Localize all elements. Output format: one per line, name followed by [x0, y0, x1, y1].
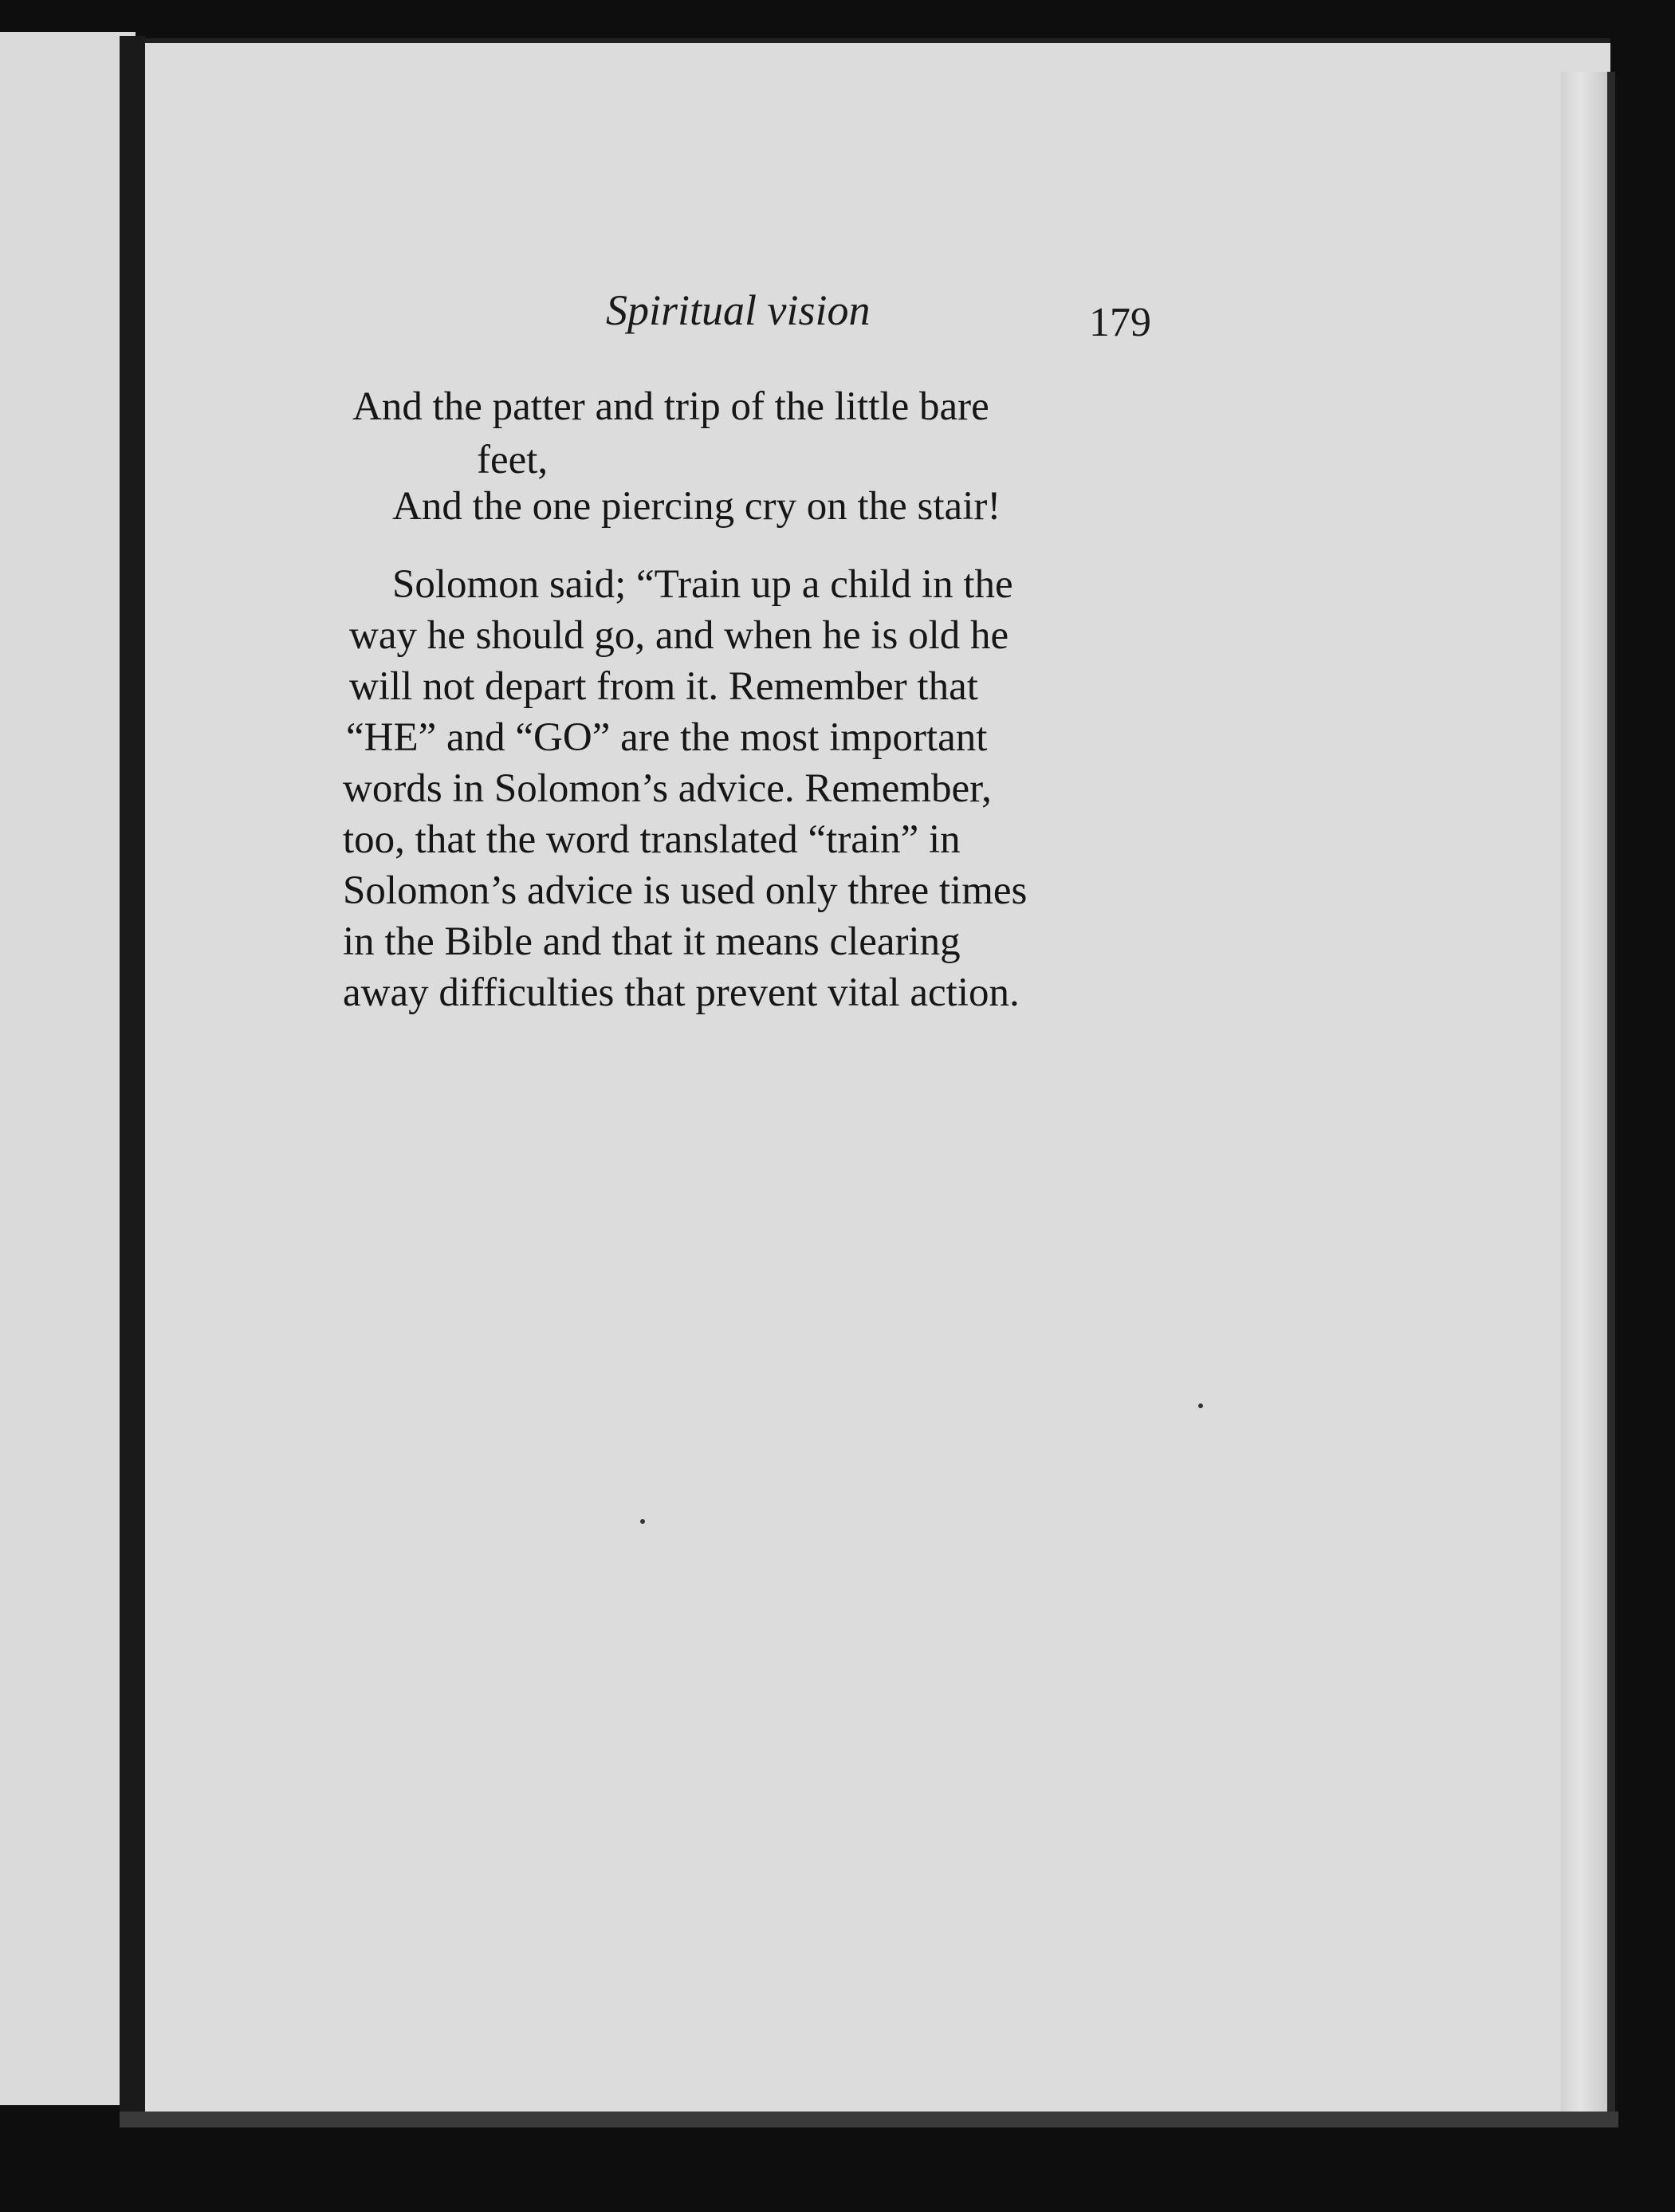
speck [640, 1519, 645, 1524]
paragraph-line: way he should go, and when he is old he [349, 613, 1009, 658]
bottom-cover-edge [120, 2112, 1618, 2127]
paragraph-line: away difficulties that prevent vital action. [343, 970, 1020, 1015]
verse-line: And the one piercing cry on the stair! [392, 484, 1001, 529]
book-page [145, 38, 1610, 2124]
speck [1198, 1403, 1203, 1408]
running-head-title: Spiritual vision [606, 286, 871, 334]
paragraph-line: words in Solomon’s advice. Remember, [343, 766, 992, 811]
page-stack-edge [1561, 72, 1609, 2117]
paragraph-line: Solomon said; “Train up a child in the [392, 562, 1013, 607]
paragraph-line: will not depart from it. Remember that [349, 664, 978, 709]
previous-page-edge [0, 32, 136, 2105]
paragraph-line: in the Bible and that it means clearing [343, 919, 961, 964]
paragraph-line: Solomon’s advice is used only three times [343, 868, 1028, 913]
right-cover-edge [1607, 72, 1615, 2121]
paragraph-line: “HE” and “GO” are the most important [346, 715, 988, 760]
page-number: 179 [1089, 300, 1151, 345]
book-binding [120, 36, 145, 2113]
verse-line: And the patter and trip of the little bare [352, 384, 989, 429]
paragraph-line: too, that the word translated “train” in [343, 817, 961, 862]
verse-line: feet, [477, 438, 549, 482]
